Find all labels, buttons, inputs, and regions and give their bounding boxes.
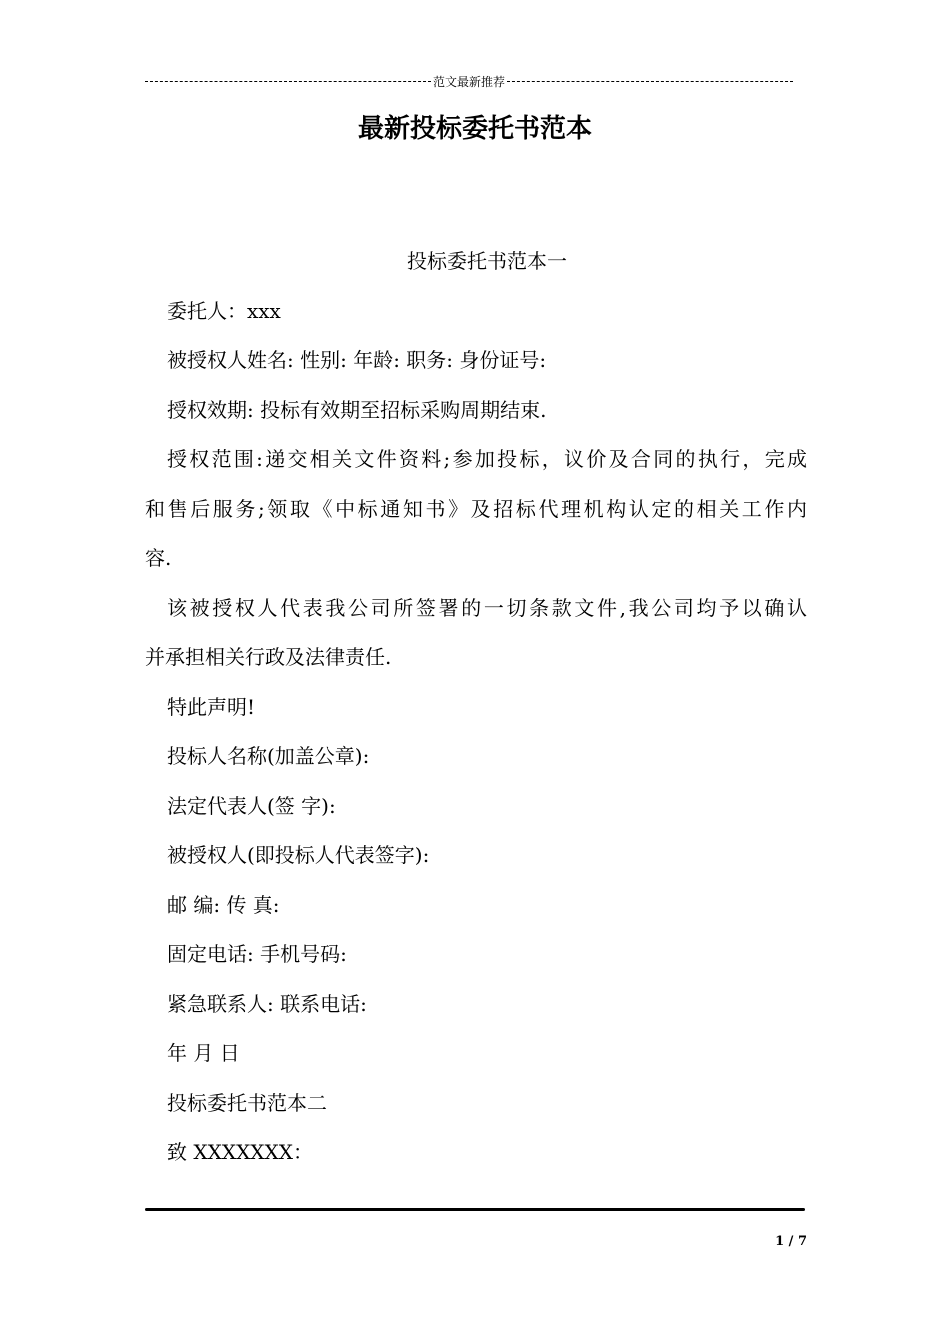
- phone-mobile-line: 固定电话: 手机号码:: [167, 942, 347, 966]
- grantee-info-line: 被授权人姓名: 性别: 年龄: 职务: 身份证号:: [167, 348, 547, 372]
- document-body: [145, 237, 807, 1178]
- page-header: [145, 72, 793, 90]
- page-number: 1 / 7: [775, 1234, 807, 1249]
- header-text: 范文最新推荐: [433, 74, 506, 89]
- section-title-2: 投标委托书范本二: [167, 1090, 327, 1115]
- date-line: 年 月 日: [167, 1041, 240, 1065]
- confirm-line-1: 该被授权人代表我公司所签署的一切条款文件,我公司均予以确认: [167, 595, 807, 620]
- scope-line-3: 容.: [145, 546, 172, 570]
- header-dashes-right: [507, 81, 793, 82]
- confirm-line-2: 并承担相关行政及法律责任.: [145, 645, 392, 669]
- header-dashes-left: [145, 81, 431, 82]
- addressee-line: 致 XXXXXXX：: [167, 1140, 314, 1164]
- legal-rep-line: 法定代表人(签 字):: [167, 793, 336, 818]
- scope-line-1: 授权范围:递交相关文件资料;参加投标，议价及合同的执行，完成: [167, 447, 807, 471]
- delegator-line: 委托人：xxx: [167, 298, 281, 323]
- validity-line: 授权效期: 投标有效期至招标采购周期结束.: [167, 397, 547, 422]
- declaration-line: 特此声明!: [167, 694, 256, 719]
- emergency-contact-line: 紧急联系人: 联系电话:: [167, 991, 367, 1016]
- section-title: 投标委托书范本一: [407, 249, 567, 273]
- footer-rule: [145, 1208, 805, 1211]
- postal-fax-line: 邮 编: 传 真:: [167, 892, 280, 917]
- grantee-sign-line: 被授权人(即投标人代表签字):: [167, 843, 430, 867]
- scope-line-2: 和售后服务;领取《中标通知书》及招标代理机构认定的相关工作内: [145, 496, 807, 521]
- bidder-name-line: 投标人名称(加盖公章):: [167, 744, 370, 768]
- document-title: 最新投标委托书范本: [357, 114, 592, 144]
